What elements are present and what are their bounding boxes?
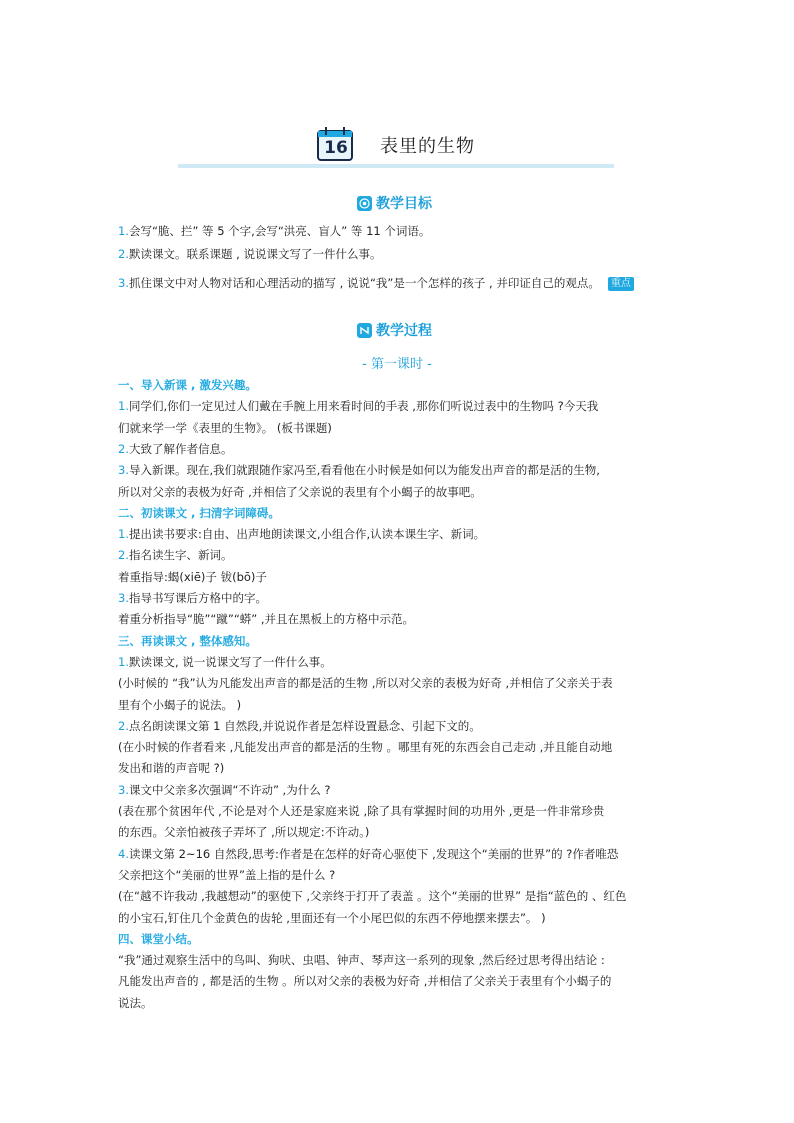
body-line: 着重分析指导“脆”“蹴”“蟒” ,并且在黑板上的方格中示范。 — [118, 612, 415, 627]
body-line: (小时候的 “我”认为凡能发出声音的都是活的生物 ,所以对父亲的表极为好奇 ,并相信了父亲关于表 — [118, 676, 613, 691]
section-part-heading: 四、课堂小结。 — [118, 931, 199, 946]
objectives-heading-text: 教学目标 — [376, 196, 432, 212]
process-heading — [357, 319, 432, 341]
body-line: 们就来学一学《表里的生物》。 (板书课题) — [118, 420, 332, 435]
lesson-header — [178, 122, 614, 170]
body-line: 3.导入新课。现在,我们就跟随作家冯至,看看他在小时候是如何以为能发出声音的都是活的生物, — [118, 463, 600, 478]
lesson-title: 表里的生物 — [380, 136, 475, 157]
lesson-number: 16 — [324, 138, 348, 158]
objective-item: 1.会写“脆、拦” 等 5 个字,会写“洪亮、盲人” 等 11 个词语。 — [118, 224, 431, 238]
objective-item: 3.抓住课文中对人物对话和心理活动的描写 , 说说“我”是一个怎样的孩子 , 并印证自己的观点。 重点 — [118, 274, 634, 292]
body-line: 1.提出读书要求:自由、出声地朗读课文,小组合作,认读本课生字、新词。 — [118, 527, 486, 542]
body-line: “我”通过观察生活中的鸟叫、狗吠、虫唱、钟声、琴声这一系列的现象 ,然后经过思考得出结论 : — [118, 953, 605, 968]
target-icon — [357, 196, 372, 211]
body-line: 3.指导书写课后方格中的字。 — [118, 591, 267, 605]
section-part-heading: 一、导入新课 , 激发兴趣。 — [118, 378, 257, 392]
body-line: 所以对父亲的表极为好奇 ,并相信了父亲说的表里有个小蝎子的故事吧。 — [118, 484, 482, 499]
body-line: (在“越不许我动 ,我越想动”的驱使下 ,父亲终于打开了表盖 。这个“美丽的世界” 是指“蓝色的 、红色 — [118, 889, 627, 904]
body-line: 2.点名朗读课文第 1 自然段,并说说作者是怎样设置悬念、引起下文的。 — [118, 718, 481, 733]
body-line: 的小宝石,钉住几个金黄色的齿轮 ,里面还有一个小尾巴似的东西不停地摆来摆去”。 ) — [118, 910, 546, 925]
body-line: 1.默读课文, 说一说课文写了一件什么事。 — [118, 654, 332, 669]
body-line: 着重指导:蝎(xiē)子 钹(bō)子 — [118, 569, 267, 584]
body-line: 2.指名读生字、新词。 — [118, 548, 233, 563]
process-icon — [357, 323, 372, 338]
period-label: - 第一课时 - — [362, 357, 432, 372]
body-line: 父亲把这个“美丽的世界”盖上指的是什么 ? — [118, 867, 336, 882]
section-part-heading: 二、初读课文 , 扫清字词障碍。 — [118, 505, 280, 520]
body-line: 的东西。父亲怕被孩子弄坏了 ,所以规定:不许动。) — [118, 825, 370, 840]
header-divider — [178, 164, 614, 168]
body-line: 发出和谐的声音呢 ?) — [118, 761, 225, 776]
objectives-heading — [357, 192, 432, 214]
section-part-heading: 三、再读课文 , 整体感知。 — [118, 633, 257, 648]
body-line: 2.大致了解作者信息。 — [118, 441, 233, 456]
objective-item: 2.默读课文。联系课题 , 说说课文写了一件什么事。 — [118, 247, 382, 261]
body-line: 1.同学们,你们一定见过人们戴在手腕上用来看时间的手表 ,那你们听说过表中的生物吗 ?今天我 — [118, 399, 599, 414]
body-line: 说法。 — [118, 995, 153, 1010]
body-line: 4.读课文第 2~16 自然段,思考:作者是在怎样的好奇心驱使下 ,发现这个“美丽的世界”的 ?作者唯恐 — [118, 846, 619, 861]
body-line: 3.课文中父亲多次强调“不许动” ,为什么 ? — [118, 782, 331, 797]
body-line: 里有个小蝎子的说法。 ) — [118, 697, 242, 712]
body-line: (表在那个贫困年代 ,不论是对个人还是家庭来说 ,除了具有掌握时间的功用外 ,更是一件非常珍贵 — [118, 804, 605, 818]
body-line: 凡能发出声音的 , 都是活的生物 。所以对父亲的表极为好奇 ,并相信了父亲关于表里有个小蝎子的 — [118, 974, 612, 989]
body-line: (在小时候的作者看来 ,凡能发出声音的都是活的生物 。哪里有死的东西会自己走动 ,并且能自动地 — [118, 740, 613, 755]
process-heading-text: 教学过程 — [376, 323, 432, 339]
key-point-badge: 重点 — [608, 277, 634, 291]
